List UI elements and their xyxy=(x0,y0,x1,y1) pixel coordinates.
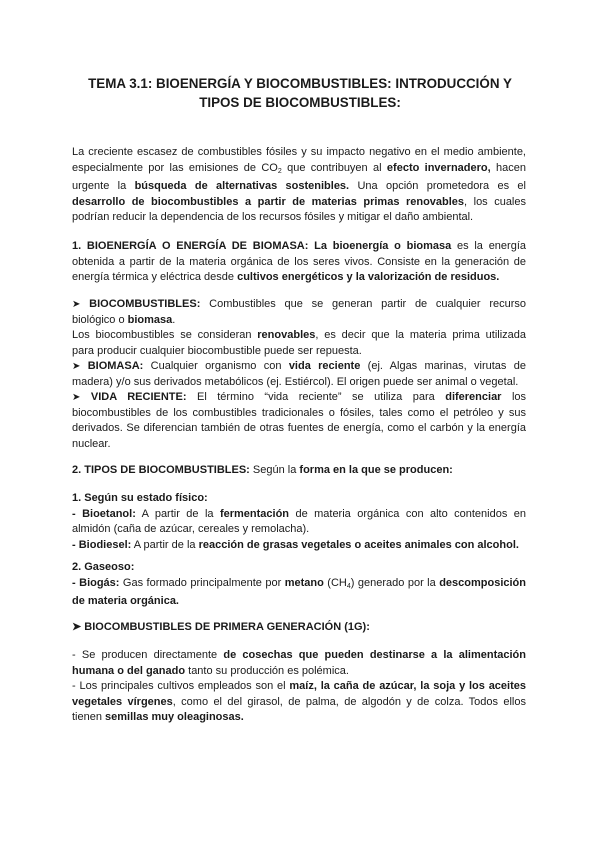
section-gaseoso xyxy=(72,560,526,610)
biogas-line-2: de materia orgánica. xyxy=(72,595,179,607)
section-biocombustibles xyxy=(72,297,526,359)
section-biomasa xyxy=(72,359,526,390)
primera-heading: ➤ BIOCOMBUSTIBLES DE PRIMERA GENERACIÓN (1G): xyxy=(72,621,370,633)
vida-line-3: derivados. Se diferencian también de otras fuentes de energía, como el carbón y la energía xyxy=(72,422,526,434)
intro-line-1: La creciente escasez de combustibles fósiles y su impacto negativo en el medio ambiente, xyxy=(72,146,526,158)
bioetanol-line-1: - Bioetanol: A partir de la fermentación de materia orgánica con alto contenidos en xyxy=(72,507,526,520)
vida-line-1: ➤ VIDA RECIENTE: El término “vida reciente” se utiliza para diferenciar los xyxy=(72,391,527,403)
primera-p1-line-1: - Se producen directamente de cosechas que pueden destinarse a la alimentación xyxy=(72,649,526,661)
primera-p2-line-2: vegetales vírgenes, como el del girasol, de palma, de algodón y de colza. Todos ellos xyxy=(72,695,526,708)
section-vida-reciente xyxy=(72,390,526,452)
biomasa-line-2: madera) y/o sus derivados metabólicos (ej. Estiércol). El origen puede ser animal o vegetal. xyxy=(72,375,519,388)
biocomb-line-1: ➤ BIOCOMBUSTIBLES: Combustibles que se generan partir de cualquier recurso xyxy=(72,298,527,310)
primera-paragraph-1 xyxy=(72,648,526,679)
tipos-heading: 2. TIPOS DE BIOCOMBUSTIBLES: xyxy=(72,464,250,476)
intro-line-3: urgente la búsqueda de alternativas sostenibles. Una opción prometedora es el xyxy=(72,180,526,192)
primera-p2-line-1: - Los principales cultivos empleados son el maíz, la caña de azúcar, la soja y los aceites xyxy=(72,680,527,692)
biodiesel-line: - Biodiesel: A partir de la reacción de grasas vegetales o aceites animales con alcohol. xyxy=(72,538,519,551)
bioenergia-line-2: obtenida a partir de la materia orgánica de los seres vivos. Consiste en la generación de xyxy=(72,255,526,268)
section-tipos xyxy=(72,463,526,479)
vida-line-4: nuclear. xyxy=(72,437,111,450)
section-estado-fisico xyxy=(72,491,526,553)
biogas-line-1: - Biogás: Gas formado principalmente por metano $(CH_4)$ generado por la descomposición xyxy=(72,576,526,590)
section-primera-generacion xyxy=(72,620,526,636)
bioenergia-heading: 1. BIOENERGÍA O ENERGÍA DE BIOMASA: xyxy=(72,240,309,252)
bioenergia-line-1: 1. BIOENERGÍA O ENERGÍA DE BIOMASA: La bioenergía o biomasa es la energía xyxy=(72,240,526,252)
biomasa-line-1: ➤ BIOMASA: Cualquier organismo con vida reciente (ej. Algas marinas, virutas de xyxy=(72,360,526,372)
estado-heading: 1. Según su estado físico: xyxy=(72,492,208,504)
biocomb-line-2: biológico o biomasa. xyxy=(72,313,176,326)
section-bioenergia xyxy=(72,239,526,286)
primera-p2-line-3: tienen semillas muy oleaginosas. xyxy=(72,711,244,723)
primera-paragraph-2 xyxy=(72,679,526,726)
intro-line-5: podrían reducir la dependencia de los recursos fósiles y mitigar el daño ambiental. xyxy=(72,211,474,223)
title-line-2: TIPOS DE BIOCOMBUSTIBLES: xyxy=(199,95,401,110)
tipos-line: 2. TIPOS DE BIOCOMBUSTIBLES: Según la forma en la que se producen: xyxy=(72,464,453,476)
title-line-1: TEMA 3.1: BIOENERGÍA Y BIOCOMBUSTIBLES: INTRODUCCIÓN Y xyxy=(88,76,512,91)
gaseoso-heading: 2. Gaseoso: xyxy=(72,561,135,573)
bioenergia-line-3: energía térmica y eléctrica desde cultivos energéticos y la valorización de residuos. xyxy=(72,271,500,283)
bioetanol-line-2: almidón (caña de azúcar, cereales y remolacha). xyxy=(72,523,310,535)
biocomb-line-3: Los biocombustibles se consideran renovables, es decir que la materia prima utilizada xyxy=(72,329,527,341)
intro-line-4: desarrollo de biocombustibles a partir de materias primas renovables, los cuales xyxy=(72,195,526,208)
arrow-bullet-icon: ➤ xyxy=(72,299,81,310)
biocomb-line-4: para producir cualquier biocombustible puede ser repuesta. xyxy=(72,344,362,357)
intro-line-2: especialmente por las emisiones de $CO_2$ que contribuyen al efecto invernadero, hacen xyxy=(72,161,526,175)
page-title xyxy=(60,74,540,112)
primera-p1-line-2: humana o del ganado tanto su producción es polémica. xyxy=(72,664,349,677)
arrow-bullet-icon: ➤ xyxy=(72,361,81,372)
arrow-bullet-icon: ➤ xyxy=(72,392,81,403)
vida-line-2: biocombustibles de los combustibles tradicionales o fósiles, tales como el petróleo y sus xyxy=(72,406,526,419)
intro-paragraph xyxy=(72,145,526,226)
